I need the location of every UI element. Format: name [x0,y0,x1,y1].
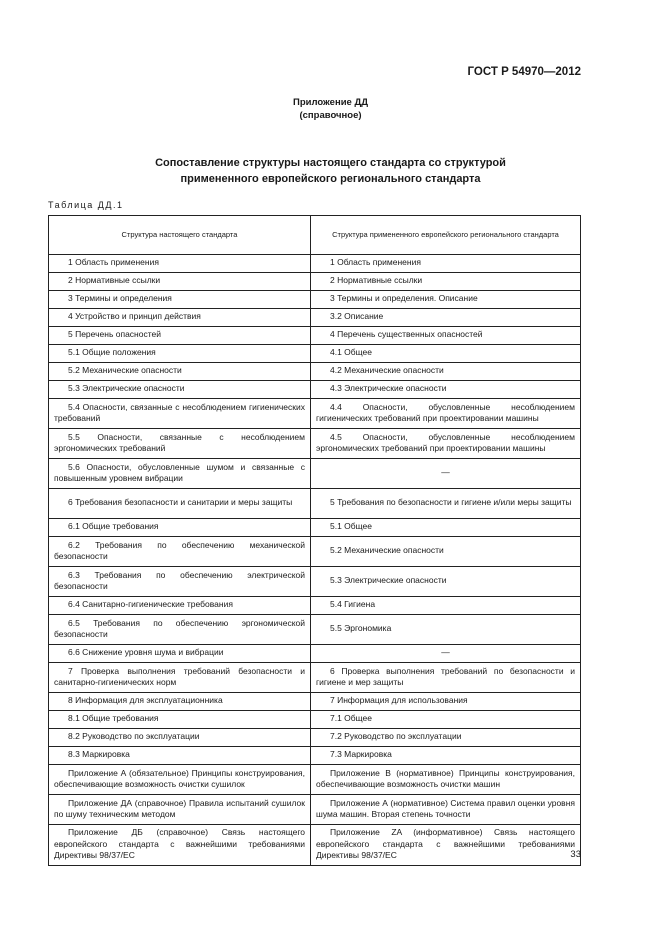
cell-national-structure: 6 Требования безопасности и санитарии и меры защиты [49,489,311,519]
cell-national-structure: 5.5 Опасности, связанные с несоблюдением эргономических требований [49,429,311,459]
cell-national-structure: 6.6 Снижение уровня шума и вибрации [49,645,311,663]
cell-european-structure: 1 Область применения [311,255,581,273]
cell-national-structure: Приложение ДА (справочное) Правила испытаний сушилок по шуму техническим методом [49,795,311,825]
cell-european-structure: Приложение А (нормативное) Система правил оценки уровня шума машин. Вторая степень точности [311,795,581,825]
cell-european-structure: 4.2 Механические опасности [311,363,581,381]
column-header-national: Структура настоящего стандарта [49,216,311,255]
cell-national-structure: 6.3 Требования по обеспечению электрической безопасности [49,567,311,597]
annex-title: Приложение ДД [293,97,368,108]
table-row [49,747,581,765]
table-row [49,309,581,327]
cell-european-structure: 4 Перечень существенных опасностей [311,327,581,345]
cell-european-structure: 5 Требования по безопасности и гигиене и/или меры защиты [311,489,581,519]
cell-national-structure: Приложение ДБ (справочное) Связь настоящего европейского стандарта с важнейшими требованиями Директивы 98/37/ЕС [49,825,311,866]
table-row [49,711,581,729]
table-row [49,291,581,309]
table-row [49,597,581,615]
table-row [49,399,581,429]
table-row [49,381,581,399]
cell-national-structure: 3 Термины и определения [49,291,311,309]
cell-national-structure: 6.5 Требования по обеспечению эргономической безопасности [49,615,311,645]
table-row [49,273,581,291]
cell-european-structure: Приложение В (нормативное) Принципы конструирования, обеспечивающие возможность очистки машин [311,765,581,795]
cell-european-structure: 5.1 Общее [311,519,581,537]
cell-national-structure: 8.2 Руководство по эксплуатации [49,729,311,747]
table-row [49,255,581,273]
table-row [49,363,581,381]
standard-code: ГОСТ Р 54970—2012 [467,66,581,78]
cell-european-structure: 5.3 Электрические опасности [311,567,581,597]
table-row [49,615,581,645]
cell-european-structure: 4.1 Общее [311,345,581,363]
cell-european-structure: 6 Проверка выполнения требований по безопасности и гигиене и мер защиты [311,663,581,693]
comparison-table [48,215,581,866]
table-row [49,327,581,345]
cell-national-structure: 8 Информация для эксплуатационника [49,693,311,711]
cell-national-structure: 8.1 Общие требования [49,711,311,729]
table-row [49,459,581,489]
table-row [49,429,581,459]
cell-european-structure: Приложение ZA (информативное) Связь настоящего европейского стандарта с важнейшими требованиями Директивы 98/37/ЕС [311,825,581,866]
cell-european-structure: 7 Информация для использования [311,693,581,711]
cell-national-structure: 4 Устройство и принцип действия [49,309,311,327]
annex-heading [0,96,661,122]
cell-national-structure: 7 Проверка выполнения требований безопасности и санитарно-гигиенических норм [49,663,311,693]
cell-european-structure: 3 Термины и определения. Описание [311,291,581,309]
cell-national-structure: 2 Нормативные ссылки [49,273,311,291]
cell-national-structure: 5.4 Опасности, связанные с несоблюдением гигиенических требований [49,399,311,429]
cell-national-structure: 6.2 Требования по обеспечению механической безопасности [49,537,311,567]
cell-national-structure: 5.6 Опасности, обусловленные шумом и связанные с повышенным уровнем вибрации [49,459,311,489]
title-line-1: Сопоставление структуры настоящего стандарта со структурой [155,157,506,169]
cell-national-structure: 5.1 Общие положения [49,345,311,363]
cell-european-structure: — [311,459,581,489]
cell-national-structure: 5.3 Электрические опасности [49,381,311,399]
table-row [49,645,581,663]
cell-european-structure: 4.5 Опасности, обусловленные несоблюдением эргономических требований при проектировании машины [311,429,581,459]
table-row [49,795,581,825]
table-row [49,663,581,693]
table-row [49,729,581,747]
table-row [49,537,581,567]
page-number: 33 [570,849,581,860]
cell-national-structure: 8.3 Маркировка [49,747,311,765]
cell-national-structure: 5 Перечень опасностей [49,327,311,345]
cell-european-structure: 4.4 Опасности, обусловленные несоблюдением гигиенических требований при проектировании машины [311,399,581,429]
cell-european-structure: — [311,645,581,663]
cell-national-structure: 6.4 Санитарно-гигиенические требования [49,597,311,615]
cell-national-structure: 5.2 Механические опасности [49,363,311,381]
cell-national-structure: Приложение А (обязательное) Принципы конструирования, обеспечивающие возможность очистки сушилок [49,765,311,795]
table-row [49,345,581,363]
cell-european-structure: 4.3 Электрические опасности [311,381,581,399]
title-line-2: примененного европейского регионального стандарта [180,173,481,185]
table-row [49,765,581,795]
cell-european-structure: 3.2 Описание [311,309,581,327]
cell-european-structure: 5.2 Механические опасности [311,537,581,567]
cell-european-structure: 7.2 Руководство по эксплуатации [311,729,581,747]
table-row [49,567,581,597]
cell-national-structure: 6.1 Общие требования [49,519,311,537]
table-row [49,519,581,537]
table-caption: Таблица ДД.1 [48,200,124,210]
table-row [49,825,581,866]
document-title [0,155,661,187]
cell-european-structure: 5.5 Эргономика [311,615,581,645]
cell-national-structure: 1 Область применения [49,255,311,273]
annex-status: (справочное) [299,110,362,121]
cell-european-structure: 7.1 Общее [311,711,581,729]
cell-european-structure: 2 Нормативные ссылки [311,273,581,291]
cell-european-structure: 5.4 Гигиена [311,597,581,615]
cell-european-structure: 7.3 Маркировка [311,747,581,765]
table-row [49,693,581,711]
table-row [49,489,581,519]
column-header-european: Структура примененного европейского регионального стандарта [311,216,581,255]
